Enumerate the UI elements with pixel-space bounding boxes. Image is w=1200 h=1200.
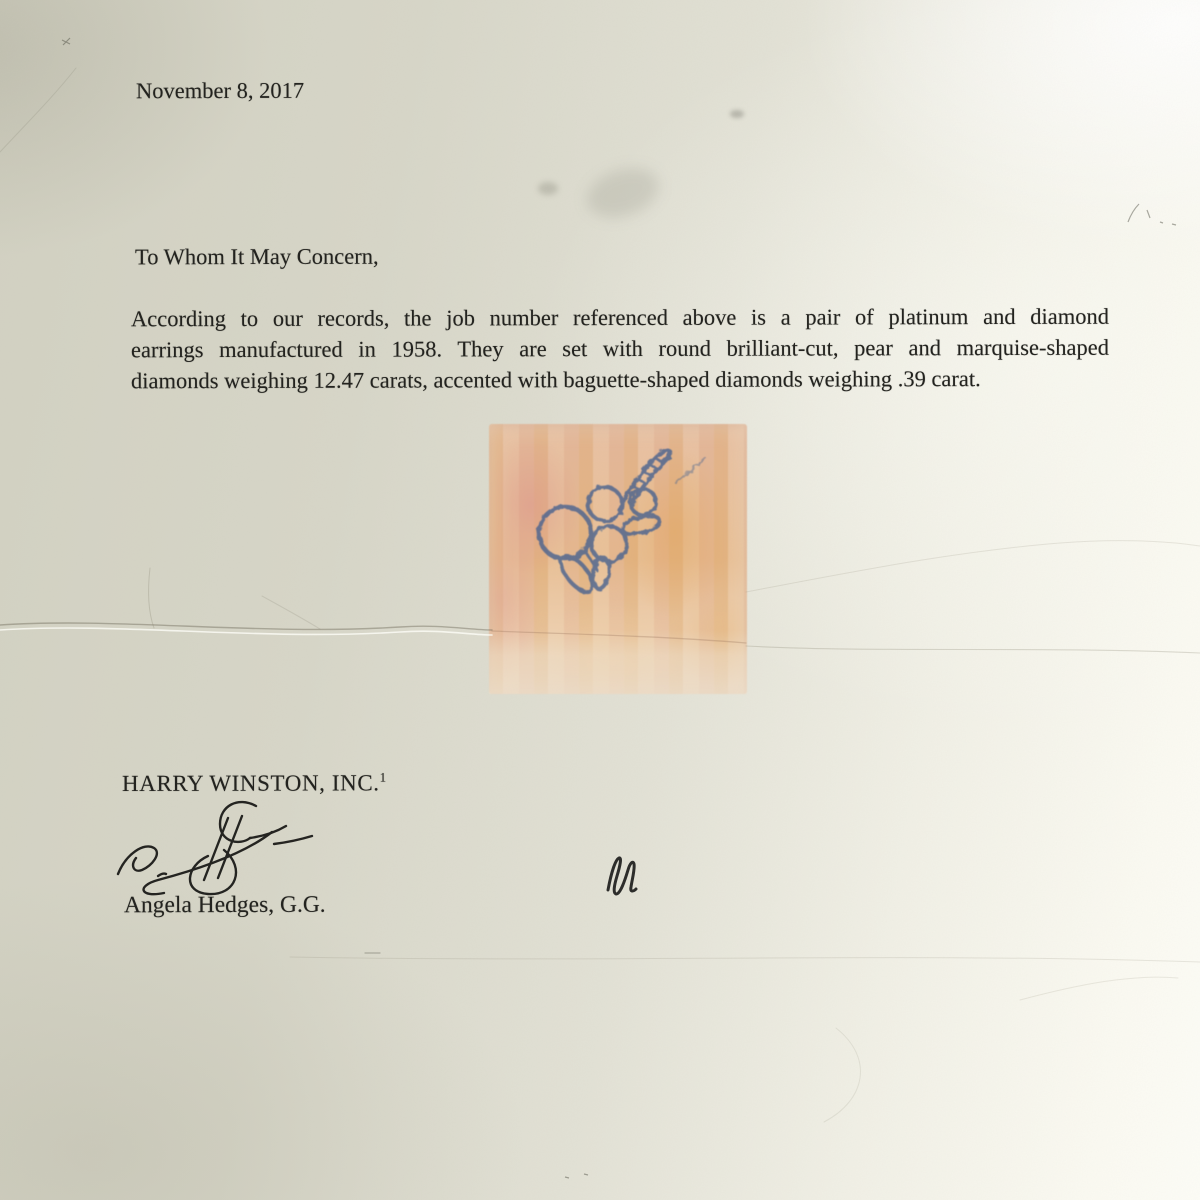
footnote-superscript: 1 xyxy=(379,769,387,785)
body-line: diamonds weighing 12.47 carats, accented with baguette-shaped diamonds weighing .39 carat. xyxy=(130,366,981,394)
signer-name: Angela Hedges, G.G. xyxy=(123,891,326,919)
letter-date: November 8, 2017 xyxy=(135,77,305,104)
ink-squiggle xyxy=(598,846,646,902)
body-line: earrings manufactured in 1958. They are set with round brilliant-cut, pear and marquise-shaped xyxy=(130,334,1110,363)
salutation: To Whom It May Concern, xyxy=(134,243,379,270)
company-name: HARRY WINSTON, INC. xyxy=(121,770,380,797)
body-line: According to our records, the job number referenced above is a pair of platinum and diamond xyxy=(130,303,1110,332)
